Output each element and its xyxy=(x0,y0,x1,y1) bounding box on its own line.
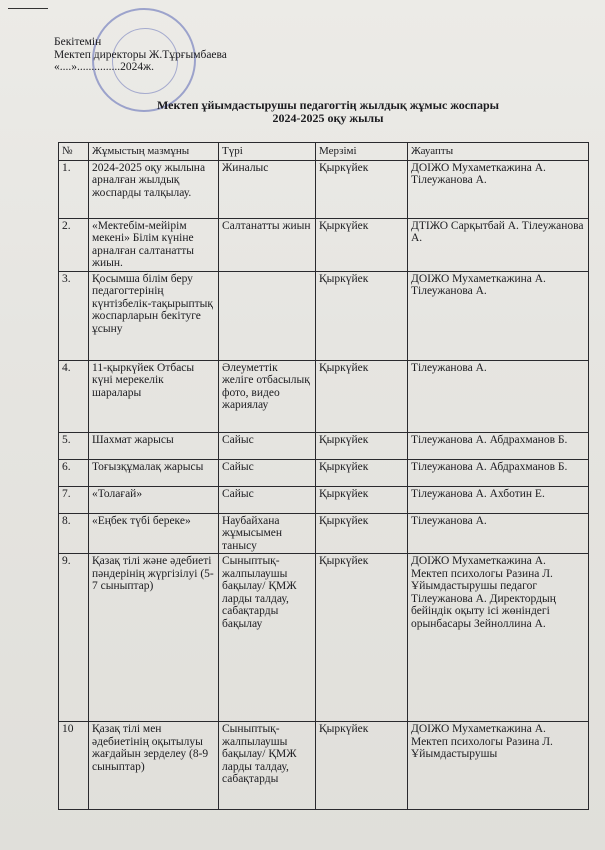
top-rule xyxy=(8,8,48,9)
row-responsible: ДОІЖО Мухаметкажина А. Тілеужанова А. xyxy=(408,271,589,360)
row-term: Қыркүйек xyxy=(316,722,408,810)
row-type: Әлеуметтік желіге отбасылық фото, видео жариялау xyxy=(219,360,316,432)
row-term: Қыркүйек xyxy=(316,432,408,459)
header-content: Жұмыстың мазмұны xyxy=(89,143,219,161)
row-content: Қосымша білім беру педагогтерінің күнтізбелік-тақырыптық жоспарларын бекітуге ұсыну xyxy=(89,271,219,360)
row-term: Қыркүйек xyxy=(316,360,408,432)
row-num: 4. xyxy=(59,360,89,432)
row-num: 2. xyxy=(59,218,89,271)
row-num: 3. xyxy=(59,271,89,360)
row-type: Салтанатты жиын xyxy=(219,218,316,271)
row-type: Сайыс xyxy=(219,432,316,459)
table-row xyxy=(59,486,589,513)
row-type: Жиналыс xyxy=(219,160,316,218)
row-content: «Толағай» xyxy=(89,486,219,513)
header-responsible: Жауапты xyxy=(408,143,589,161)
row-type xyxy=(219,271,316,360)
table-row xyxy=(59,459,589,486)
row-content: Шахмат жарысы xyxy=(89,432,219,459)
table-row xyxy=(59,218,589,271)
row-responsible: Тілеужанова А. xyxy=(408,360,589,432)
table-row xyxy=(59,271,589,360)
header-term: Мерзімі xyxy=(316,143,408,161)
row-term: Қыркүйек xyxy=(316,160,408,218)
row-content: 2024-2025 оқу жылына арналған жылдық жоспарды талқылау. xyxy=(89,160,219,218)
row-responsible: ДТІЖО Сарқытбай А. Тілеужанова А. xyxy=(408,218,589,271)
table-row xyxy=(59,554,589,722)
title-line-1: Мектеп ұйымдастырушы педагогтің жылдық жұмыс жоспары xyxy=(157,98,499,112)
document-title xyxy=(118,99,538,125)
table-row xyxy=(59,513,589,554)
row-type: Сыныптық-жалпылаушы бақылау/ ҚМЖ ларды талдау, сабақтарды xyxy=(219,722,316,810)
row-responsible: ДОІЖО Мухаметкажина А. Тілеужанова А. xyxy=(408,160,589,218)
row-responsible: Тілеужанова А. Абдрахманов Б. xyxy=(408,459,589,486)
approval-block xyxy=(54,36,227,74)
table-row xyxy=(59,160,589,218)
table-row xyxy=(59,722,589,810)
row-responsible: Тілеужанова А. xyxy=(408,513,589,554)
table-row xyxy=(59,360,589,432)
row-num: 10 xyxy=(59,722,89,810)
row-term: Қыркүйек xyxy=(316,513,408,554)
table-header-row xyxy=(59,143,589,161)
row-type: Сайыс xyxy=(219,486,316,513)
row-content: 11-қыркүйек Отбасы күні мерекелік шаралары xyxy=(89,360,219,432)
row-num: 1. xyxy=(59,160,89,218)
row-content: «Еңбек түбі береке» xyxy=(89,513,219,554)
row-num: 6. xyxy=(59,459,89,486)
header-num: № xyxy=(59,143,89,161)
approval-line-1: Бекітемін xyxy=(54,36,102,48)
row-num: 9. xyxy=(59,554,89,722)
work-plan-table xyxy=(58,142,589,810)
row-responsible: Тілеужанова А. Абдрахманов Б. xyxy=(408,432,589,459)
row-term: Қыркүйек xyxy=(316,459,408,486)
row-num: 7. xyxy=(59,486,89,513)
row-num: 8. xyxy=(59,513,89,554)
approval-line-3: «....»...............2024ж. xyxy=(54,61,154,73)
title-line-2: 2024-2025 оқу жылы xyxy=(272,111,384,125)
row-responsible: ДОІЖО Мухаметкажина А. Мектеп психологы Разина Л. Ұйымдастырушы педагог Тілеужанова А. Директордың бейіндік оқыту ісі жөніндегі орынбасары Зейноллина А. xyxy=(408,554,589,722)
row-term: Қыркүйек xyxy=(316,218,408,271)
row-content: Қазақ тілі және әдебиеті пәндерінің жүргізілуі (5-7 сыныптар) xyxy=(89,554,219,722)
header-type: Түрі xyxy=(219,143,316,161)
row-content: Қазақ тілі мен әдебиетінің оқытылуы жағдайын зерделеу (8-9 сыныптар) xyxy=(89,722,219,810)
row-content: «Мектебім-мейірім мекені» Білім күніне арналған салтанатты жиын. xyxy=(89,218,219,271)
row-type: Наубайхана жұмысымен танысу xyxy=(219,513,316,554)
row-type: Сыныптық-жалпылаушы бақылау/ ҚМЖ ларды талдау, сабақтарды бақылау xyxy=(219,554,316,722)
row-num: 5. xyxy=(59,432,89,459)
table-row xyxy=(59,432,589,459)
approval-line-2: Мектеп директоры Ж.Тұрғымбаева xyxy=(54,48,227,61)
row-term: Қыркүйек xyxy=(316,554,408,722)
row-type: Сайыс xyxy=(219,459,316,486)
row-responsible: Тілеужанова А. Ахботин Е. xyxy=(408,486,589,513)
row-term: Қыркүйек xyxy=(316,271,408,360)
row-responsible: ДОІЖО Мухаметкажина А. Мектеп психологы Разина Л. Ұйымдастырушы xyxy=(408,722,589,810)
row-content: Тоғызқұмалақ жарысы xyxy=(89,459,219,486)
row-term: Қыркүйек xyxy=(316,486,408,513)
